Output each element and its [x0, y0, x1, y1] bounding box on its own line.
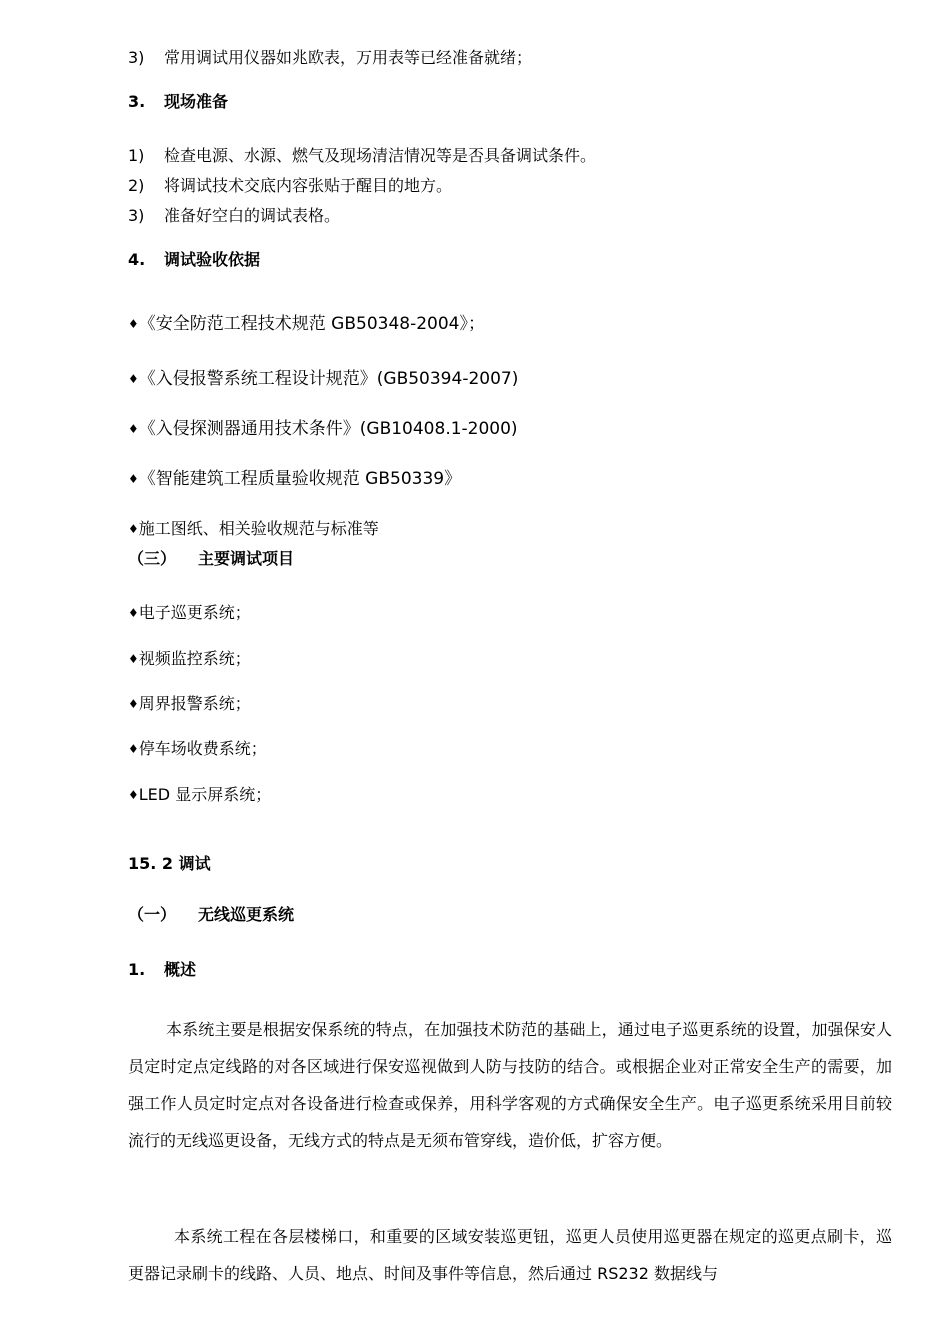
prep-item-3: [128, 48, 532, 68]
main-item-5: [128, 785, 271, 806]
diamond-bullet-icon: ♦: [128, 742, 139, 756]
diamond-bullet-icon: ♦: [128, 652, 139, 666]
main-items-heading: [128, 549, 294, 569]
main-item-3: [128, 694, 251, 715]
item-text: 周界报警系统；: [138, 694, 251, 713]
item-number: 3): [128, 48, 145, 67]
item-text: 《安全防范工程技术规范 GB50348-2004》；: [138, 314, 485, 334]
diamond-bullet-icon: ♦: [128, 472, 139, 486]
paragraph-text: 本系统主要是根据安保系统的特点，在加强技术防范的基础上，通过电子巡更系统的设置，加强保安人员定时定点定线路的对各区域进行保安巡视做到人防与技防的结合。或根据企业对正常安全生产的需要，加强工作人员定时定点对各设备进行检查或保养，用科学客观的方式确保安全生产。电子巡更系统采用目前较流行的无线巡更设备，无线方式的特点是无须布管穿线，造价低，扩容方便。: [128, 1020, 892, 1150]
acceptance-item-4: [128, 469, 461, 490]
wireless-heading: [128, 905, 294, 925]
item-text: 《入侵探测器通用技术条件》(GB10408.1-2000): [138, 419, 518, 439]
item-text: 电子巡更系统；: [138, 603, 251, 622]
main-item-4: [128, 739, 267, 760]
paragraph-text: 本系统工程在各层楼梯口，和重要的区域安装巡更钮，巡更人员使用巡更器在规定的巡更点刷卡，巡更器记录刷卡的线路、人员、地点、时间及事件等信息，然后通过 RS232 数据线与: [128, 1227, 892, 1283]
site-prep-item-3: [128, 206, 340, 226]
heading-title: 无线巡更系统: [198, 905, 295, 924]
heading-title: 现场准备: [164, 92, 229, 111]
acceptance-item-2: [128, 369, 518, 390]
heading-tag: （一）: [128, 905, 177, 924]
item-text: 将调试技术交底内容张贴于醒目的地方。: [164, 176, 453, 195]
diamond-bullet-icon: ♦: [128, 697, 139, 711]
item-text: 常用调试用仪器如兆欧表，万用表等已经准备就绪；: [164, 48, 533, 67]
item-text: 停车场收费系统；: [138, 739, 267, 758]
heading-number: 1.: [128, 960, 146, 979]
item-text: LED 显示屏系统；: [138, 785, 272, 804]
heading-number: 4.: [128, 250, 146, 269]
heading-number: 3.: [128, 92, 146, 111]
acceptance-item-1: [128, 314, 485, 335]
acceptance-heading: [128, 250, 260, 270]
diamond-bullet-icon: ♦: [128, 317, 139, 331]
item-text: 《入侵报警系统工程设计规范》(GB50394-2007): [138, 369, 519, 389]
site-prep-item-2: [128, 176, 452, 196]
item-text: 视频监控系统；: [138, 649, 251, 668]
heading-title: 概述: [164, 960, 197, 979]
diamond-bullet-icon: ♦: [128, 422, 139, 436]
item-text: 检查电源、水源、燃气及现场清洁情况等是否具备调试条件。: [164, 146, 597, 165]
overview-paragraph-1: [128, 1011, 892, 1159]
item-number: 2): [128, 176, 145, 195]
heading-title: 主要调试项目: [198, 549, 295, 568]
item-text: 《智能建筑工程质量验收规范 GB50339》: [138, 469, 462, 489]
main-item-1: [128, 603, 251, 624]
heading-tag: （三）: [128, 549, 177, 568]
overview-paragraph-2: [128, 1218, 892, 1292]
heading-title: 调试验收依据: [164, 250, 261, 269]
acceptance-item-5: [128, 519, 379, 540]
overview-heading: [128, 960, 196, 980]
diamond-bullet-icon: ♦: [128, 522, 139, 536]
diamond-bullet-icon: ♦: [128, 788, 139, 802]
item-text: 准备好空白的调试表格。: [164, 206, 341, 225]
acceptance-item-3: [128, 419, 518, 440]
diamond-bullet-icon: ♦: [128, 606, 139, 620]
item-text: 施工图纸、相关验收规范与标准等: [138, 519, 379, 538]
site-prep-item-1: [128, 146, 596, 166]
item-number: 3): [128, 206, 145, 225]
diamond-bullet-icon: ♦: [128, 372, 139, 386]
item-number: 1): [128, 146, 145, 165]
main-item-2: [128, 649, 251, 670]
site-prep-heading: [128, 92, 228, 112]
section-title: 15. 2 调试: [128, 854, 211, 873]
